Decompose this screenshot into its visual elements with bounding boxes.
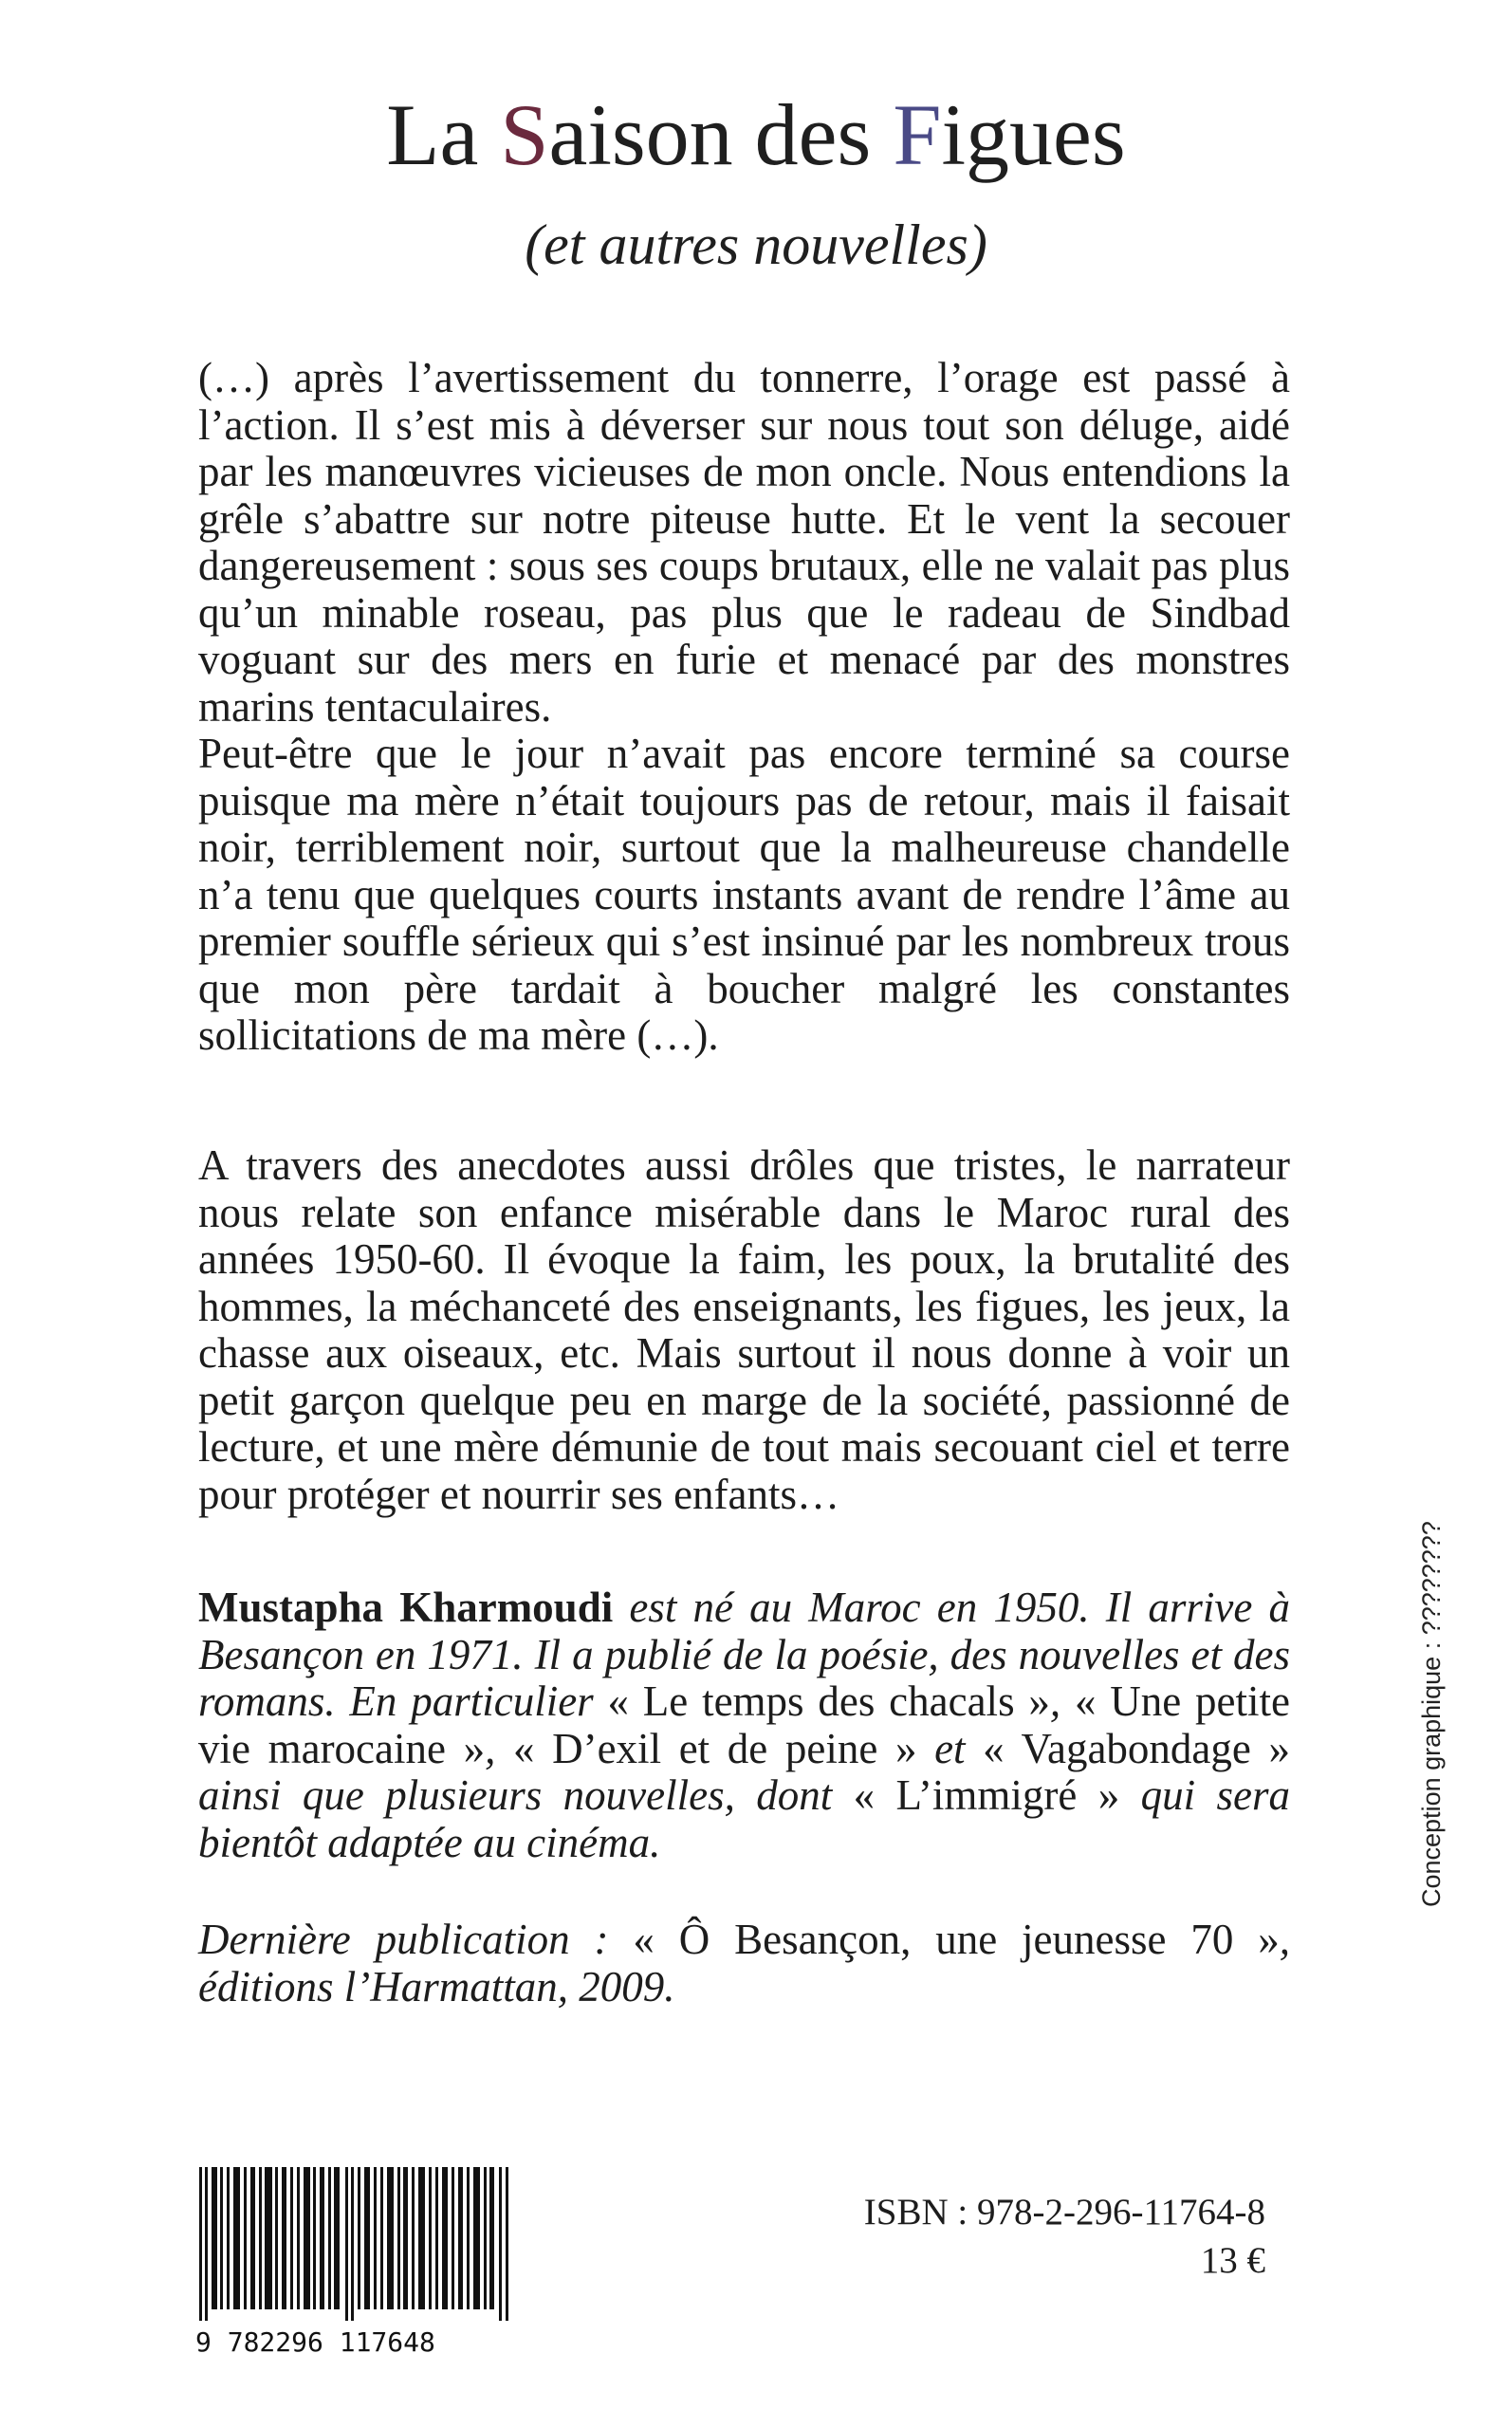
bio-text-1: est né au Maroc en 1950. Il arrive à Besançon en 1971. Il a publié de la poésie, des nouvelles et des romans. En particulier: [198, 1584, 1290, 1725]
bio-text-5: ainsi que plusieurs nouvelles, dont: [198, 1771, 854, 1819]
book-subtitle: (et autres nouvelles): [525, 213, 987, 276]
title-letter-f: F: [893, 86, 942, 183]
last-publication: [198, 1917, 1290, 2011]
last-publication-rest: , éditions l’Harmattan, 2009.: [198, 1916, 1290, 2011]
bio-paragraph: [198, 1584, 1290, 1866]
isbn: ISBN : 978-2-296-11764-8: [863, 2192, 1265, 2233]
excerpt: [198, 355, 1290, 1060]
barcode: [195, 2167, 514, 2321]
price: 13 €: [1200, 2240, 1265, 2281]
barcode-digits: 9 782296 117648: [195, 2326, 435, 2358]
title-letter-s: S: [500, 86, 549, 183]
author-name: Mustapha Kharmoudi: [198, 1584, 614, 1631]
last-publication-title: « Ô Besançon, une jeunesse 70 »: [633, 1916, 1280, 1963]
summary-paragraph: [198, 1142, 1290, 1518]
title-prefix: La: [386, 86, 501, 183]
excerpt-paragraph-2: Peut-être que le jour n’avait pas encore terminé sa course puisque ma mère n’était toujours pas de retour, mais il faisait noir, terriblement noir, surtout que la malheureuse chandelle n’a tenu que quelques courts instants avant de rendre l’âme au premier souffle sérieux qui s’est insinué par les nombreux trous que mon père tardait à boucher malgré les constantes sollicitations de ma mère (…).: [198, 730, 1290, 1059]
book-title-5: « L’immigré »: [853, 1771, 1120, 1819]
bio-text-2: ,: [1049, 1677, 1075, 1725]
last-publication-label: Dernière publication :: [198, 1916, 634, 1963]
excerpt-paragraph-1: (…) après l’avertissement du tonnerre, l’orage est passé à l’action. Il s’est mis à déverser sur nous tout son déluge, aidé par les manœuvres vicieuses de mon oncle. Nous entendions la grêle s’abattre sur notre piteuse hutte. Et le vent la secouer dangereusement : sous ses coups brutaux, elle ne valait pas plus qu’un minable roseau, pas plus que le radeau de Sindbad voguant sur des mers en furie et menacé par des monstres marins tentaculaires.: [198, 354, 1290, 731]
author-bio: [198, 1584, 1290, 1866]
book-title-2: « Une petite vie marocaine »: [198, 1677, 1290, 1772]
barcode-bars: [195, 2167, 514, 2321]
design-credit: Conception graphique : ????????: [1417, 1521, 1446, 1907]
summary-text: A travers des anecdotes aussi drôles que tristes, le narrateur nous relate son enfance misérable dans le Maroc rural des années 1950-60. Il évoque la faim, les poux, la brutalité des hommes, la méchanceté des enseignants, les figues, les jeux, la chasse aux oiseaux, etc. Mais surtout il nous donne à voir un petit garçon quelque peu en marge de la société, passionné de lecture, et une mère démunie de tout mais secouant ciel et terre pour protéger et nourrir ses enfants…: [198, 1141, 1290, 1518]
book-title: [0, 86, 1512, 183]
bio-text-6: qui sera bientôt adaptée au cinéma.: [198, 1771, 1291, 1866]
title-suffix: igues: [941, 86, 1126, 183]
bio-text-3: ,: [485, 1724, 513, 1772]
book-title-1: « Le temps des chacals »: [607, 1677, 1050, 1725]
bio-text-4: et: [916, 1724, 984, 1772]
book-title-4: « Vagabondage »: [983, 1724, 1291, 1772]
book-title-3: « D’exil et de peine »: [512, 1724, 917, 1772]
title-mid: aison des: [548, 86, 894, 183]
last-publication-text: [198, 1917, 1290, 2011]
